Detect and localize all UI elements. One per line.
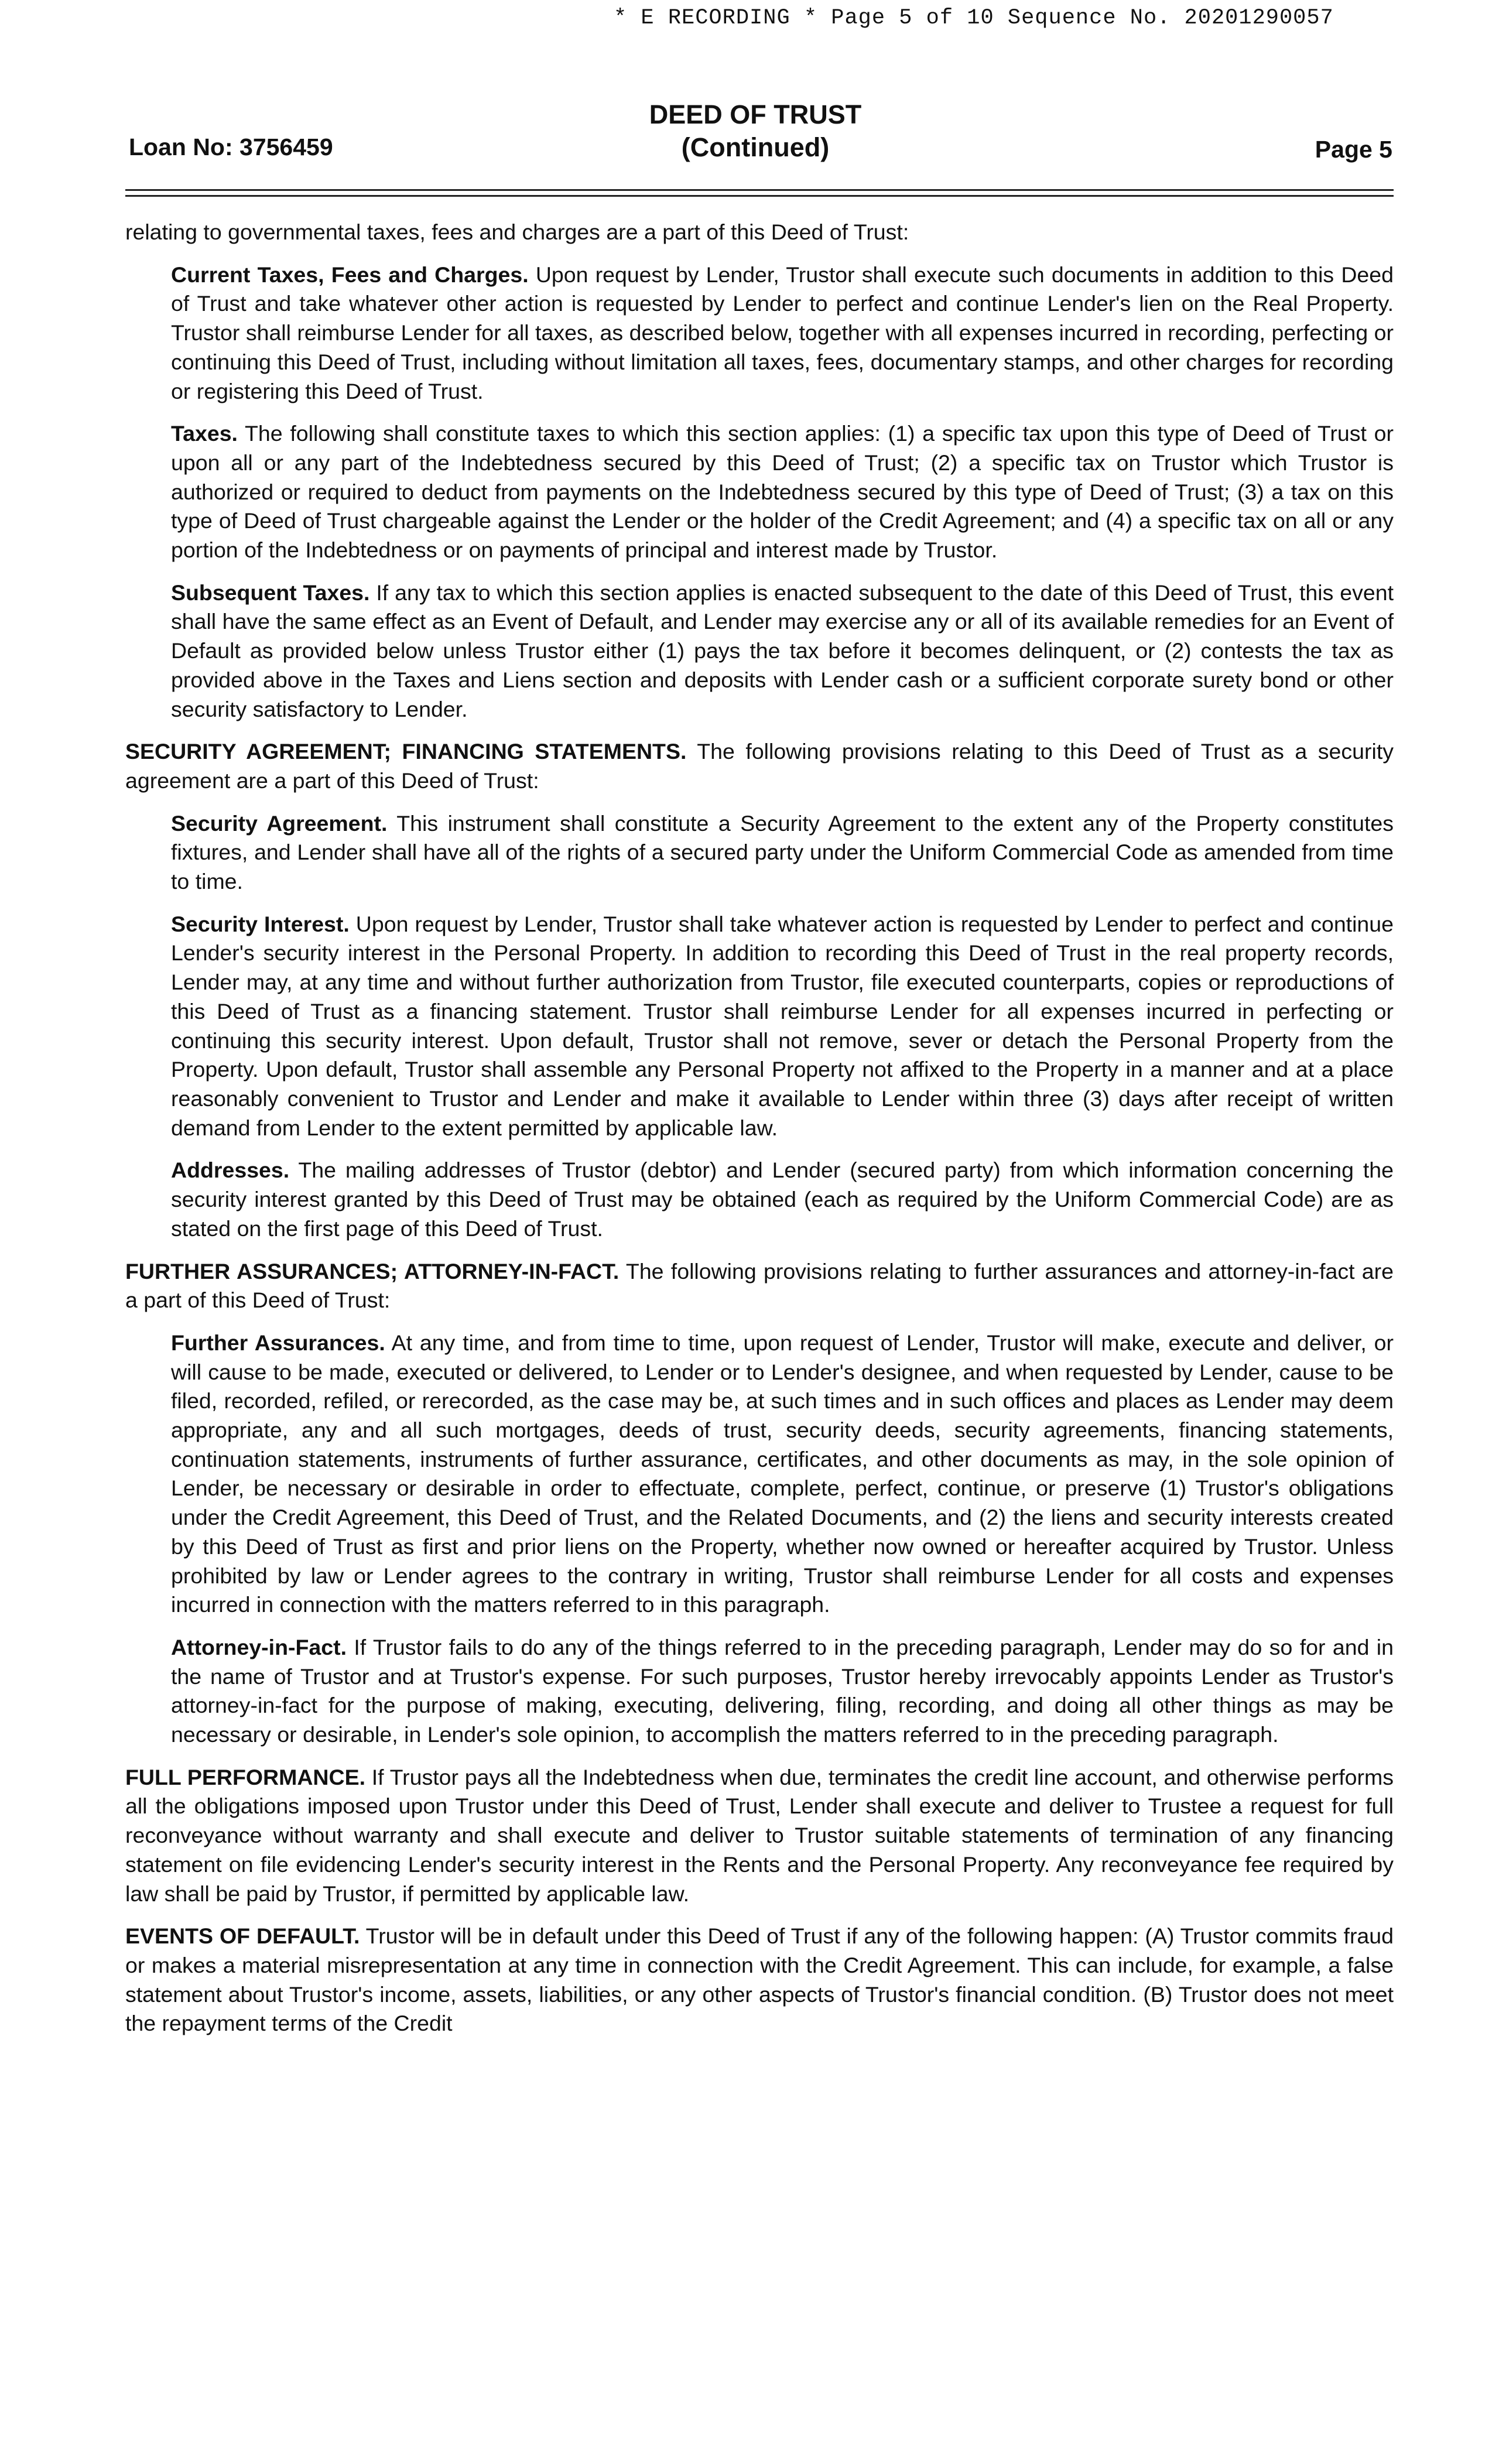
paragraph-heading: SECURITY AGREEMENT; FINANCING STATEMENTS. <box>125 739 687 764</box>
paragraph-heading: FURTHER ASSURANCES; ATTORNEY-IN-FACT. <box>125 1258 620 1284</box>
recording-stamp: * E RECORDING * Page 5 of 10 Sequence No. 20201290057 <box>614 6 1334 30</box>
paragraph-text: At any time, and from time to time, upon request of Lender, Trustor will make, execute and deliver, or will cause to be made, executed or delivered, to Lender or to Lender's designee, and when requested by Lender, cause to be filed, recorded, refiled, or rerecorded, as the case may be, at such times and in such offices and places as Lender may deem appropriate, any and all such mortgages, deeds of trust, security deeds, security agreements, financing statements, continuation statements, instruments of further assurance, certificates, and other documents as may, in the sole opinion of Lender, be necessary or desirable in order to effectuate, complete, perfect, continue, or preserve (1) Trustor's obligations under the Credit Agreement, this Deed of Trust, and the Related Documents, and (2) the liens and security interests created by this Deed of Trust as first and prior liens on the Property, whether now owned or hereafter acquired by Trustor. Unless prohibited by law or Lender agrees to the contrary in writing, Trustor shall reimburse Lender for all costs and expenses incurred in connection with the matters referred to in this paragraph. <box>171 1330 1394 1617</box>
paragraph <box>125 737 1394 795</box>
paragraph <box>171 419 1394 565</box>
page-header <box>117 98 1394 174</box>
loan-number: Loan No: 3756459 <box>129 134 333 160</box>
paragraph-heading: Further Assurances. <box>171 1330 385 1355</box>
paragraph <box>125 1763 1394 1909</box>
paragraph <box>171 809 1394 896</box>
paragraph-heading: FULL PERFORMANCE. <box>125 1764 366 1789</box>
paragraph-text: Upon request by Lender, Trustor shall take whatever action is requested by Lender to perfect and continue Lender's security interest in the Personal Property. In addition to recording this Deed of Trust in the real property records, Lender may, at any time and without further authorization from Trustor, file executed counterparts, copies or reproductions of this Deed of Trust as a financing statement. Trustor shall reimburse Lender for all expenses incurred in perfecting or continuing this security interest. Upon default, Trustor shall not remove, sever or detach the Personal Property from the Property. Upon default, Trustor shall assemble any Personal Property not affixed to the Property in a manner and at a place reasonably convenient to Trustor and Lender and make it available to Lender within three (3) days after receipt of written demand from Lender to the extent permitted by applicable law. <box>171 911 1394 1140</box>
paragraph <box>171 1156 1394 1243</box>
paragraph-heading: Taxes. <box>171 421 238 446</box>
paragraph-text: The following provisions relating to further assurances and attorney-in-fact are a part of this Deed of Trust: <box>125 1258 1394 1313</box>
paragraph-text: The following provisions relating to this Deed of Trust as a security agreement are a part of this Deed of Trust: <box>125 739 1394 793</box>
header-rule-bottom <box>125 195 1394 197</box>
paragraph <box>125 218 1394 247</box>
paragraph-heading: EVENTS OF DEFAULT. <box>125 1924 360 1949</box>
paragraph-text: relating to governmental taxes, fees and charges are a part of this Deed of Trust: <box>125 220 909 244</box>
paragraph-text: The mailing addresses of Trustor (debtor) and Lender (secured party) from which information concerning the security interest granted by this Deed of Trust may be obtained (each as required by the Uniform Commercial Code) are as stated on the first page of this Deed of Trust. <box>171 1158 1394 1241</box>
paragraph-text: If Trustor fails to do any of the things referred to in the preceding paragraph, Lender may do so for and in the name of Trustor and at Trustor's expense. For such purposes, Trustor hereby irrevocably appoints Lender as Trustor's attorney-in-fact for the purpose of making, executing, delivering, filing, recording, and doing all other things as may be necessary or desirable, in Lender's sole opinion, to accomplish the matters referred to in the preceding paragraph. <box>171 1634 1394 1747</box>
paragraph-heading: Addresses. <box>171 1158 290 1183</box>
paragraph <box>171 1329 1394 1620</box>
paragraph-text: The following shall constitute taxes to which this section applies: (1) a specific tax upon this type of Deed of Trust or upon all or any part of the Indebtedness secured by this Deed of Trust; (2) a specific tax on Trustor which Trustor is authorized or required to deduct from payments on the Indebtedness secured by this type of Deed of Trust; (3) a tax on this type of Deed of Trust chargeable against the Lender or the holder of the Credit Agreement; and (4) a specific tax on all or any portion of the Indebtedness or on payments of principal and interest made by Trustor. <box>171 421 1394 563</box>
paragraph-heading: Attorney-in-Fact. <box>171 1634 347 1659</box>
paragraph <box>171 579 1394 724</box>
paragraph <box>125 1257 1394 1315</box>
paragraph-heading: Security Agreement. <box>171 810 388 836</box>
title-line-1: DEED OF TRUST <box>649 100 862 129</box>
paragraph-text: This instrument shall constitute a Security Agreement to the extent any of the Property constitutes fixtures, and Lender shall have all of the rights of a secured party under the Uniform Commercial Code as amended from time to time. <box>171 810 1394 894</box>
title-line-2: (Continued) <box>681 132 830 162</box>
paragraph-text: Trustor will be in default under this Deed of Trust if any of the following happen: (A) Trustor commits fraud or makes a material misrepresentation at any time in connection with the Credit Agreement. This can include, for example, a false statement about Trustor's income, assets, liabilities, or any other aspects of Trustor's financial condition. (B) Trustor does not meet the repayment terms of the Credit <box>125 1924 1394 2036</box>
paragraph <box>125 1922 1394 2038</box>
paragraph <box>171 261 1394 406</box>
paragraph-heading: Security Interest. <box>171 911 350 936</box>
paragraph <box>171 910 1394 1143</box>
document-body <box>125 218 1394 2052</box>
paragraph-text: Upon request by Lender, Trustor shall execute such documents in addition to this Deed of Trust and take whatever other action is requested by Lender to perfect and continue Lender's lien on the Real Property. Trustor shall reimburse Lender for all taxes, as described below, together with all expenses incurred in recording, perfecting or continuing this Deed of Trust, including without limitation all taxes, fees, documentary stamps, and other charges for recording or registering this Deed of Trust. <box>171 262 1394 403</box>
paragraph-text: If any tax to which this section applies is enacted subsequent to the date of this Deed of Trust, this event shall have the same effect as an Event of Default, and Lender may exercise any or all of its available remedies for an Event of Default as provided below unless Trustor either (1) pays the tax before it becomes delinquent, or (2) contests the tax as provided above in the Taxes and Liens section and deposits with Lender cash or a sufficient corporate surety bond or other security satisfactory to Lender. <box>171 580 1394 721</box>
paragraph-heading: Subsequent Taxes. <box>171 580 370 605</box>
paragraph <box>171 1633 1394 1750</box>
page-number: Page 5 <box>1315 136 1392 163</box>
paragraph-text: If Trustor pays all the Indebtedness when due, terminates the credit line account, and otherwise performs all the obligations imposed upon Trustor under this Deed of Trust, Lender shall execute and deliver to Trustee a request for full reconveyance without warranty and shall execute and deliver to Trustor suitable statements of termination of any financing statement on file evidencing Lender's security interest in the Rents and the Personal Property. Any reconveyance fee required by law shall be paid by Trustor, if permitted by applicable law. <box>125 1764 1394 1906</box>
paragraph-heading: Current Taxes, Fees and Charges. <box>171 262 529 287</box>
header-rule-top <box>125 189 1394 191</box>
